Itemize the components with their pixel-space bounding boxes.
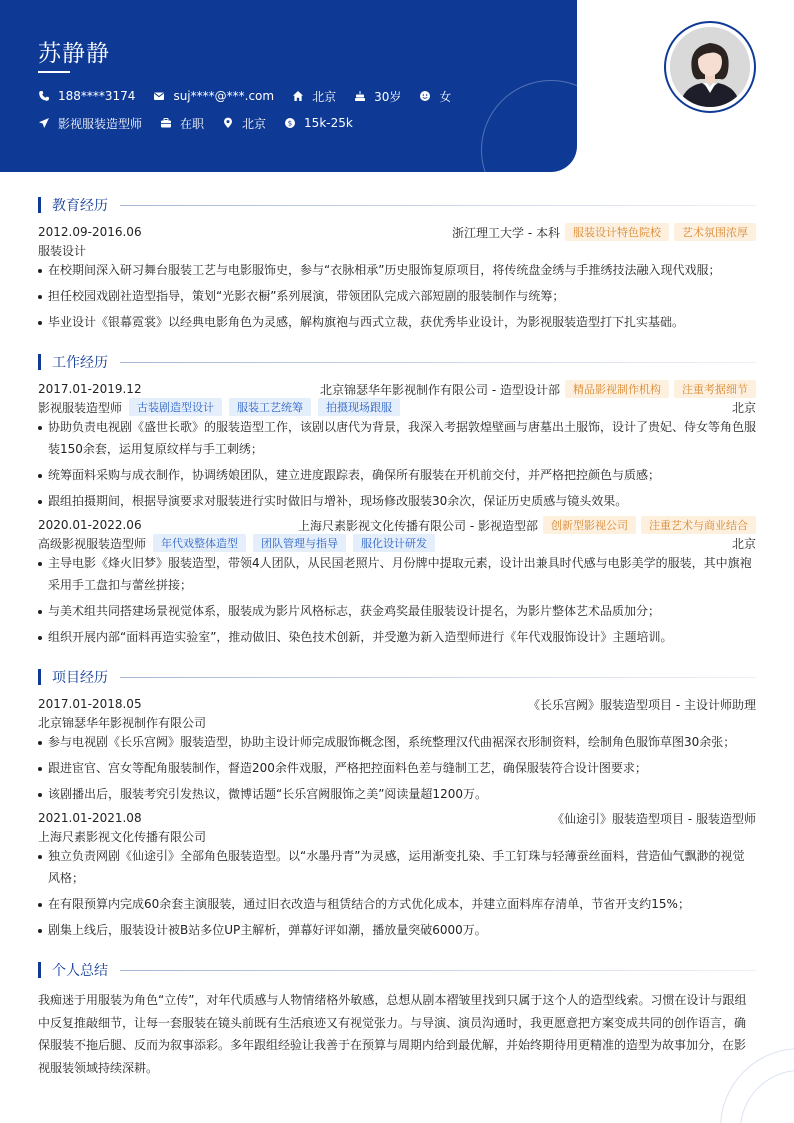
list-item: 组织开展内部“面料再造实验室”，推动做旧、染色技术创新，并受邀为新入造型师进行《年代戏服饰设计》主题培训。	[38, 626, 756, 648]
project-bullets	[38, 731, 756, 809]
send-icon	[38, 117, 50, 129]
summary-text: 我痴迷于用服装为角色“立传”，对年代质感与人物情绪格外敏感，总想从剧本褶皱里找到只属于这个人的造型线索。习惯在设计与跟组中反复推敲细节，让每一套服装在镜头前既有生活痕迹又有视觉张力。与导演、演员沟通时，我更愿意把方案变成共同的创作语言，确保服装不拖后腿、反而为叙事添彩。多年跟组经验让我善于在预算与周期内给到最优解，并始终期待用更精准的造型为故事加分，在影视服装领域持续深耕。	[38, 993, 747, 1075]
face-icon	[419, 90, 431, 102]
company-tag: 创新型影视公司	[543, 516, 636, 534]
hometown-text: 北京	[312, 89, 337, 104]
hometown-info	[292, 88, 336, 105]
job-role: 影视服装造型师	[38, 400, 123, 415]
section-education-title	[38, 197, 756, 213]
list-item: 在校期间深入研习舞台服装工艺与电影服饰史，参与“衣脉相承”历史服饰复原项目，将传统盘金绣与手推绣技法融入现代戏服；	[38, 259, 756, 281]
job-company: 上海尺素影视文化传播有限公司 - 影视造型部	[298, 518, 538, 533]
project-period: 2017.01-2018.05	[38, 697, 142, 711]
job-role: 高级影视服装造型师	[38, 536, 147, 551]
list-item: 统筹面料采购与成衣制作，协调绣娘团队，建立进度跟踪表，确保所有服装在开机前交付，并严格把控颜色与质感；	[38, 464, 756, 486]
skill-tag: 拍摄现场跟服	[318, 398, 400, 416]
job-period: 2020.01-2022.06	[38, 518, 142, 532]
list-item: 独立负责网剧《仙途引》全部角色服装造型。以“水墨丹青”为灵感，运用渐变扎染、手工钉珠与轻薄蚕丝面料，营造仙气飘渺的视觉风格；	[38, 845, 756, 889]
status-text: 在职	[180, 116, 205, 131]
avatar-photo	[670, 27, 750, 107]
project-company: 上海尺素影视文化传播有限公司	[38, 829, 207, 844]
name-underline	[38, 71, 70, 73]
svg-text:$: $	[287, 119, 293, 128]
company-tag: 注重艺术与商业结合	[641, 516, 756, 534]
email-info	[153, 89, 274, 103]
gender-info	[419, 88, 451, 105]
section-divider	[120, 362, 756, 363]
job-bullets	[38, 416, 756, 516]
location-pin-icon	[222, 117, 234, 129]
salary-text: 15k-25k	[304, 116, 353, 130]
briefcase-icon	[160, 117, 172, 129]
skill-tag: 年代戏整体造型	[153, 534, 246, 552]
project-period: 2021.01-2021.08	[38, 811, 142, 825]
resume-header	[0, 0, 577, 172]
list-item: 跟组拍摄期间，根据导演要求对服装进行实时做旧与增补，现场修改服装30余次，保证历史质感与镜头效果。	[38, 490, 756, 512]
list-item: 参与电视剧《长乐宫阙》服装造型，协助主设计师完成服饰概念图，系统整理汉代曲裾深衣形制资料，绘制角色服饰草图30余张；	[38, 731, 756, 753]
contact-row	[38, 87, 469, 105]
section-bar	[38, 354, 41, 370]
company-tag: 精品影视制作机构	[565, 380, 669, 398]
cake-icon	[354, 90, 366, 102]
section-title-text: 个人总结	[52, 963, 108, 979]
project-company-row	[38, 827, 756, 845]
skill-tag: 团队管理与指导	[253, 534, 346, 552]
decorative-ring	[481, 80, 577, 172]
list-item: 剧集上线后，服装设计被B站多位UP主解析，弹幕好评如潮，播放量突破6000万。	[38, 919, 756, 941]
school-tag: 艺术氛围浓厚	[674, 223, 756, 241]
list-item: 毕业设计《银幕霓裳》以经典电影角色为灵感，解构旗袍与西式立裁，获优秀毕业设计，为影视服装造型打下扎实基础。	[38, 311, 756, 333]
phone-text: 188****3174	[58, 89, 136, 103]
position-info	[38, 115, 142, 132]
section-title-text: 项目经历	[52, 670, 108, 686]
job-company: 北京锦瑟华年影视制作有限公司 - 造型设计部	[320, 382, 560, 397]
avatar	[664, 21, 756, 113]
school-tag: 服装设计特色院校	[565, 223, 669, 241]
job-location: 北京	[731, 400, 756, 415]
phone-info	[38, 89, 135, 103]
section-divider	[120, 970, 756, 971]
list-item: 担任校园戏剧社造型指导，策划“光影衣橱”系列展演，带领团队完成六部短剧的服装制作与统筹；	[38, 285, 756, 307]
education-school: 浙江理工大学 - 本科	[452, 225, 560, 240]
job-location: 北京	[731, 536, 756, 551]
section-bar	[38, 669, 41, 685]
money-icon	[284, 117, 296, 129]
section-summary-title	[38, 962, 756, 978]
salary-info	[284, 116, 353, 130]
education-period: 2012.09-2016.06	[38, 225, 142, 239]
project-header-row	[38, 809, 756, 827]
intent-row	[38, 114, 371, 132]
list-item: 跟进宦官、宫女等配角服装制作，督造200余件戏服，严格把控面料色差与缝制工艺，确保服装符合设计图要求；	[38, 757, 756, 779]
phone-icon	[38, 90, 50, 102]
project-company: 北京锦瑟华年影视制作有限公司	[38, 715, 207, 730]
section-work-title	[38, 354, 756, 370]
job-role-row	[38, 398, 756, 416]
section-bar	[38, 962, 41, 978]
list-item: 协助负责电视剧《盛世长歌》的服装造型工作，该剧以唐代为背景，我深入考据敦煌壁画与唐墓出土服饰，设计了贵妃、侍女等角色服装150余套，运用复原纹样与手工刺绣；	[38, 416, 756, 460]
section-divider	[120, 205, 756, 206]
job-role-row	[38, 534, 756, 552]
home-icon	[292, 90, 304, 102]
job-bullets	[38, 552, 756, 652]
skill-tag: 古装剧造型设计	[129, 398, 222, 416]
project-name: 《仙途引》服装造型项目 - 服装造型师	[552, 811, 756, 826]
skill-tag: 服化设计研发	[353, 534, 435, 552]
project-company-row	[38, 713, 756, 731]
mail-icon	[153, 90, 165, 102]
education-bullets	[38, 259, 756, 337]
project-header-row	[38, 695, 756, 713]
portrait-illustration	[670, 27, 750, 107]
list-item: 在有限预算内完成60余套主演服装，通过旧衣改造与租赁结合的方式优化成本，并建立面料库存清单，节省开支约15%；	[38, 893, 756, 915]
status-info	[160, 115, 204, 132]
section-bar	[38, 197, 41, 213]
section-title-text: 工作经历	[52, 355, 108, 371]
age-text: 30岁	[374, 89, 402, 104]
gender-text: 女	[439, 89, 452, 104]
list-item: 该剧播出后，服装考究引发热议，微博话题“长乐宫阙服饰之美”阅读量超1200万。	[38, 783, 756, 805]
section-divider	[120, 677, 756, 678]
skill-tag: 服装工艺统筹	[229, 398, 311, 416]
education-major: 服装设计	[38, 243, 87, 258]
job-header-row	[38, 380, 756, 398]
position-text: 影视服装造型师	[58, 116, 143, 131]
job-period: 2017.01-2019.12	[38, 382, 142, 396]
list-item: 与美术组共同搭建场景视觉体系，服装成为影片风格标志，获金鸡奖最佳服装设计提名，为影片整体艺术品质加分；	[38, 600, 756, 622]
education-header-row	[38, 223, 756, 241]
education-major-row	[38, 241, 756, 259]
job-header-row	[38, 516, 756, 534]
city-info	[222, 115, 266, 132]
city-text: 北京	[242, 116, 267, 131]
candidate-name: 苏静静	[38, 41, 110, 67]
company-tag: 注重考据细节	[674, 380, 756, 398]
email-text: suj****@***.com	[173, 89, 275, 103]
age-info	[354, 88, 401, 105]
project-bullets	[38, 845, 756, 945]
list-item: 主导电影《烽火旧梦》服装造型，带领4人团队，从民国老照片、月份牌中提取元素，设计出兼具时代感与电影美学的服装，其中旗袍采用手工盘扣与蕾丝拼接；	[38, 552, 756, 596]
project-name: 《长乐宫阙》服装造型项目 - 主设计师助理	[528, 697, 756, 712]
section-title-text: 教育经历	[52, 198, 108, 214]
section-projects-title	[38, 669, 756, 685]
